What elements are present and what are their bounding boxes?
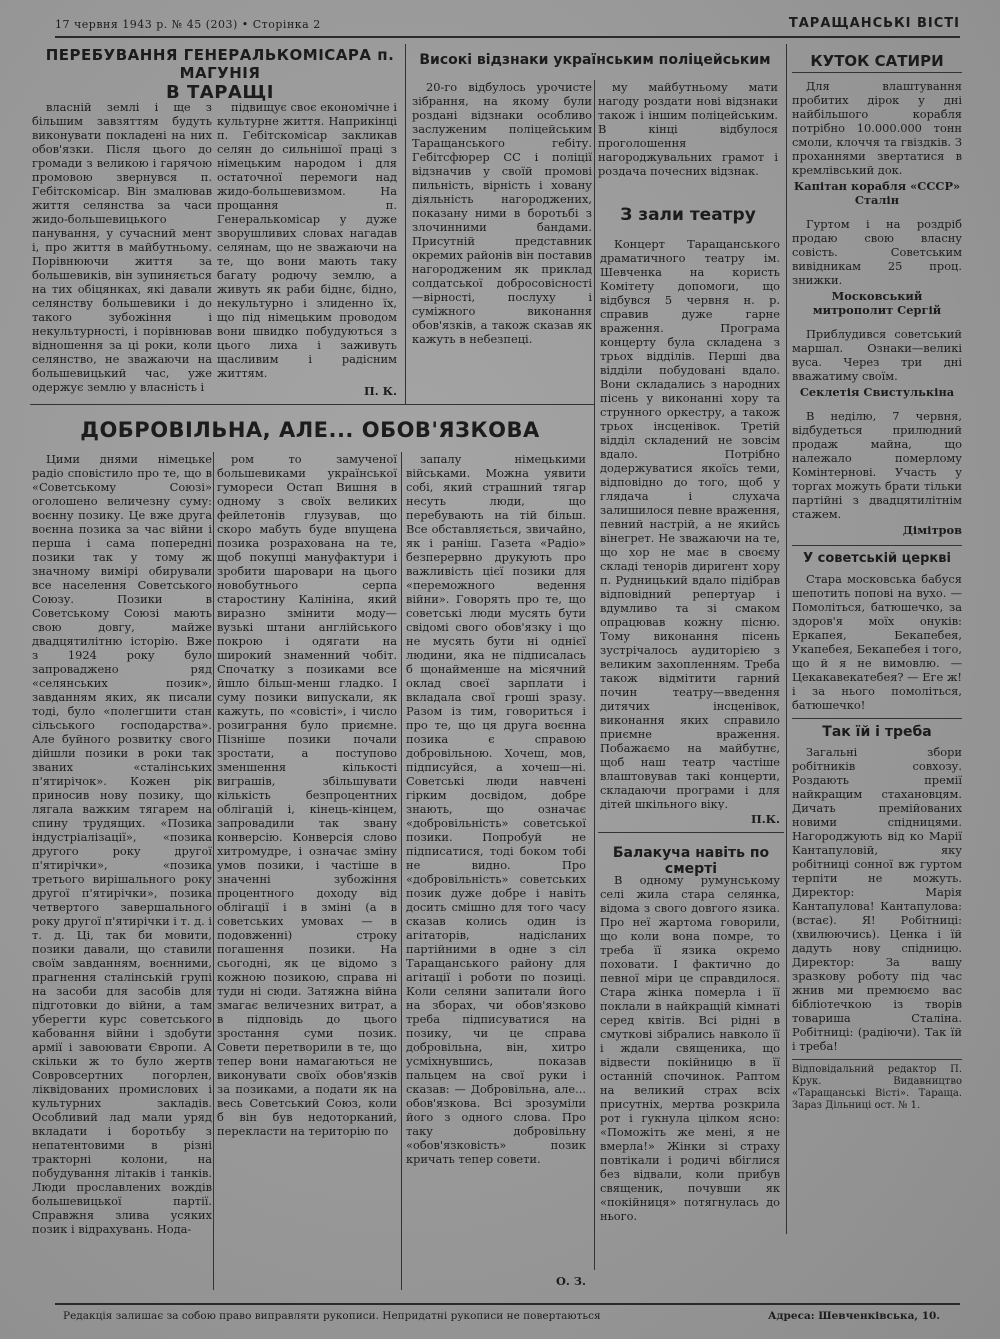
article2-col1: 20-го відбулось урочисте зібрання, на якому були роздані відзнаки особливо заслуженим поліцейським Таращанського гебіту. Гебітсфюрер СС і поліції відзначив у своїй промові пильність, вірність і ховану діяльність нагороджених, показану ними в боротьбі з злочинними бандами. Присутній представник окремих районів він поставив нагородженим як приклад солдатської добросовісності—вірності, послуху і суміжного виконання обов'язків, а також сказав як кажуть в небезпеці. [412, 80, 592, 346]
divider [213, 452, 214, 1290]
article4-col1: Цими днями німецьке радіо сповістило про те, що в «Советському Союзі» оголошено величезну суму: воєнну позику. Це вже друга воєнна позика за час війни і перша і сама попередні позики так у тому ж значному вимірі обирували все населення Советського Союзу. Позики в Советському Союзі мають свою довгу, майже двадцятилітню історію. Вже з 1924 року було запроваджено ряд «селянських позик», завданням яких, як писали тоді, було «полегшити стан сільського господарства». Але буйного розвитку свого дійшли позики в роки так званих «сталінських п'ятирічок». Кожен рік приносив нову позику, що лягала важким тягарем на спину трудящих. «Позика індустріалізації», «позика другого року другої п'ятирічки», «позика третього вирішального року другої п'ятирічки», позика четвертого завершального року другої п'ятирічки і т. д. і т. д. Ці, так би мовити, позики давали, що ставили своїм завданням, воєнними, прагнення сталінській групі на засоби для засобів для підготовки до війни, а там уберегти курс советського кабовання війни і здобути армії і завоювати Європи. А скільки ж то було жертв Совровсертних погорлен, ліквідованих промислових і культурних закладів. Особливий лад мали уряд вкладати і боротьбу з непатентовими в різні тракторні колони, на побудування літаків і танків. Люди прославлених вождів большевицької партії. Справжня злива усяких позик і відрахувань. Нода- [32, 452, 212, 1236]
satire-ad-1-signature: Капітан корабля «СССР» Сталін [793, 179, 961, 207]
article1-signature: П. К. [363, 384, 397, 398]
article4-col2: ром то замученої большевиками української гумореси Остап Вишня в одному з своїх великих фейлетонів глузував, що скоро мабуть буде впущена позика розрахована на те, щоб покупці мануфактури і зробити шаровари на цього новобутнього серпа старостину Калініна, який виразно змінити моду—вузькі штани англійського покрою і одягати на широкий знаменний чобіт. Спочатку з позиками все йшло більш-менш гладко. І суму позики випускали, як кажуть, по «совісті», і число розиграння було приємне. Пізніше позики почали зростати, а поступово зменшення кількості виграшів, збільшувати кількість безпроцентних облігацій і, кінець-кінцем, запровадили так звану конверсію. Конверсія слово хитромудре, і означає зміну умов позики, і частіше в значенні зубожіння процентного доходу від облігації і в зміні (а в советських умовах — в подовженні) строку погашення позики. На сьогодні, як це відомо з кожною позикою, справа ні туди ні сюди. Затяжна війна змагає величезних витрат, а в підповідь до цього зростання суми позик. Совети перетворили в те, що тепер вони намагаються не виконувати своїх обов'язків за позиками, а подати як на весь Советський Союз, коли б він був недоторканий, перекласти на територію по [217, 452, 397, 1138]
satire-ad-4: В неділю, 7 червня, відбудеться прилюдний продаж майна, що належало померлому Комінтернові. Участь у торгах можуть брати тільки партійні з двадцятилітнім стажем. [792, 409, 962, 521]
page-footer [55, 1303, 960, 1322]
article4-signature: О. З. [555, 1274, 586, 1288]
divider [405, 44, 406, 404]
masthead: ТАРАЩАНСЬКІ ВІСТІ [788, 16, 960, 31]
satire-ad-2: Гуртом і на роздріб продаю свою власну совість. Советським вивідникам 25 проц. знижки. [792, 217, 962, 287]
church-title: У советській церкві [792, 545, 962, 566]
sotrue-text: Загальні збори робітників совхозу. Роздають премії найкращим стахановцям. Дичать премійованих новими спідницями. Нагороджують від ко Марії Кантапуловій, яку робітниці сонної вж гуртом терпіти не можуть. Директор: Марія Кантапулова! Кантапулова: (встає). Я! Робітниці: (хвилюючись). Ценка і їй дадуть нову спідницю. Директор: За вашу зразкову роботу під час жнив ми премюємо вас бібліотечкою із творів товариша Сталіна. Робітниці: (радіючи). Так їй і треба! [792, 745, 962, 1053]
church-text: Стара московська бабуся шепотить попові на вухо. — Помоліться, батюшечко, за здоров'я моїх онуків: Еркапея, Бекапебея, Укапебея, Бекапебея і того, що й я не вимовлю. — Цекакавекатебея? — Еге ж! і за нього помоліться, батюшечко! [792, 572, 962, 712]
divider [30, 404, 594, 405]
right-column [792, 48, 962, 1243]
footer-address: Адреса: Шевченківська, 10. [768, 1310, 940, 1322]
satire-title: КУТОК САТИРИ [792, 54, 962, 73]
article5-title: Балакуча навіть по смерті [612, 845, 770, 877]
article4-title: ДОБРОВІЛЬНА, АЛЕ... ОБОВ'ЯЗКОВА [80, 418, 540, 442]
satire-ad-3-signature: Секлетія Свистулькіна [799, 385, 955, 399]
article1-title: ПЕРЕБУВАННЯ ГЕНЕРАЛЬКОМІСАРА п. МАГУНІЯ В ТАРАЩІ [45, 46, 395, 103]
divider [401, 452, 402, 1290]
article2-title: Високі відзнаки українським поліцейським [419, 52, 771, 68]
page-header [55, 14, 960, 38]
article5-body: В одному румунському селі жила стара селянка, відома з свого довгого язика. Про неї жартома говорили, що коли вона помре, то треба її язика окремо поховати. І фактично до певної міри це справдилося. Стара жінка померла і її поклали в найкращій кімнаті серед квітів. Всі рідні в смуткові зібрались навколо її і ждали священика, що відвести покійницю в її останній спочинок. Раптом на великий страх всіх присутніх, мертва розкрила рот і гукнула цілком ясно: «Поможіть же мені, я не вмерла!» Жінки зі страху повтікали і родичі вбіглися без відвали, коли прибув священик, почувши як «покійниця» потягнулась до нього. [600, 873, 780, 1223]
article1-col1: власній землі і ще з більшим завзяттям будуть виконувати покладені на них обов'язки. Після цього до громади з великою і гарячою промовою звернувся п. Гебітскомісар. Він змалював життя селянства за часи жидо-большевицького панування, у сучасний мент і, про життя в майбутньому. Порівнюючи життя за большевиків, він зупиняється на тих обіцянках, які давали селянству большевики і до такого зубожіння і некультурності, і порівнював відношення за ці роки, коли селянство, не зважаючи на большевицький час, уже одержує землю у власність і [32, 100, 212, 394]
satire-ad-4-signature: Дімітров [902, 523, 962, 537]
article1-col2: підвищує своє економічне і культурне життя. Наприкінці п. Гебітскомісар закликав селян до сильнішої праці з німецьким народом і для остаточної перемоги над жидо-большевизмом. На прощання п. Генералькомісар у дуже зворушливих словах нагадав селянам, що не зважаючи на те, що вони мають таку багату родючу землю, а живуть як раби біднє, бідно, некультурно і злиденно їх, що під німецьким проводом вони швидко побудуються з цього лиха і заживуть щасливим і радісним життям. [217, 100, 397, 380]
divider [598, 832, 784, 833]
article4-col3: запалу німецькими військами. Можна уявити собі, який страшний тягар несуть люди, що перебувають на тій більш. Все обставляється, звичайно, як і раніш. Газета «Радіо» безперервно друкують про важливість цієї позики для «переможного ведення війни». Говорять про те, що советські люди мусять бути свідомі свого обов'язку і що не мусять бути ні однієї людини, яка не підписалась б щонайменше на місячний оклад своєї зарплати і вкладала свої гроші зразу. Разом із тим, говориться і про те, що ця друга воєнна позика є справою добровільною. Хочеш, мов, підписуйся, а хочеш—ні. Советські люди навчені гірким досвідом, добре знають, що означає «добровільність» советської позики. Попробуй не підписатися, тоді боком тобі не видно. Про «добровільність» советських позик дуже добре і навіть досить смішно для того часу сказав колись один із агітаторів, надісланих партійними в одне з сіл Таращанського району для агітації і роботи по позиці. Коли селяни запитали його на зборах, чи обов'язково треба підписуватися на позику, чи це справа добровільна, він, хитро усміхнувшись, показав пальцем на свої руки і сказав: — Добровільна, але... обов'язкова. Всі зрозуміли його з одного слова. Про таку добровільну «обов'язковість» позик кричать тепер совети. [406, 452, 586, 1166]
article3-body: Концерт Таращанського драматичного театру ім. Шевченка на користь Комітету допомоги, що відбувся 5 червня н. р. справив дуже гарне враження. Програма концерту була складена з трьох відділів. Перші два відділи побудовані вдало. Вони складались з народних пісень у виконанні хору та струнного оркестру, а також трьох інсценівок. Третій відділ складений не зовсім вдало. Потрібно додержуватися якоїсь теми, відповідно до того, щоб у глядача і слухача залишилося певне враження, певний настрій, а не якийсь вінегрет. Не зважаючи на те, що хор не має в своєму складі тенорів диригент хору п. Рудницький вдало підібрав відповідний репертуар і вдумливо та зі смаком опрацював кожну пісню. Тому виконання пісень зустрічалось аудиторією з великим захопленням. Треба також відмітити гарний почин театру—введення дитячих інсценівок, виконання яких справило приємне враження. Побажаємо на майбутнє, щоб наш театр частіше влаштовував такі концерти, складаючи програми і для дітей шкільного віку. [600, 237, 780, 810]
satire-ad-2-signature: Московський митрополит Сергій [812, 289, 942, 317]
sotrue-title: Так їй і треба [792, 718, 962, 739]
divider [594, 80, 595, 1270]
article3-signature: П.К. [750, 812, 780, 826]
satire-ad-3: Приблудився советський маршал. Ознаки—великі вуса. Через три дні вважатиму своїм. [792, 327, 962, 383]
divider [786, 44, 787, 1234]
editor-info: Відповідальний редактор П. Крук. Видавництво «Таращанські Вісті». Тараща. Зараз Дільниці ост. № 1. [792, 1059, 962, 1112]
footer-notice: Редакція залишає за собою право виправляти рукописи. Непридатні рукописи не повертаються [63, 1310, 601, 1322]
satire-ad-1: Для влаштування пробитих дірок у днi найбільшого корабля потрібно 10.000.000 тонн смоли, клоччя та гвіздків. З проханнями звертатися в кремлівський док. [792, 79, 962, 177]
article2-col2: му майбутньому мати нагоду роздати нові відзнаки також і іншим поліцейським. В кінці відбулося проголошення нагороджувальних грамот і роздача почесних відзнак. [598, 80, 778, 178]
article3-title: З зали театру [620, 205, 756, 225]
issue-line: 17 червня 1943 р. № 45 (203) • Сторінка 2 [55, 18, 321, 31]
